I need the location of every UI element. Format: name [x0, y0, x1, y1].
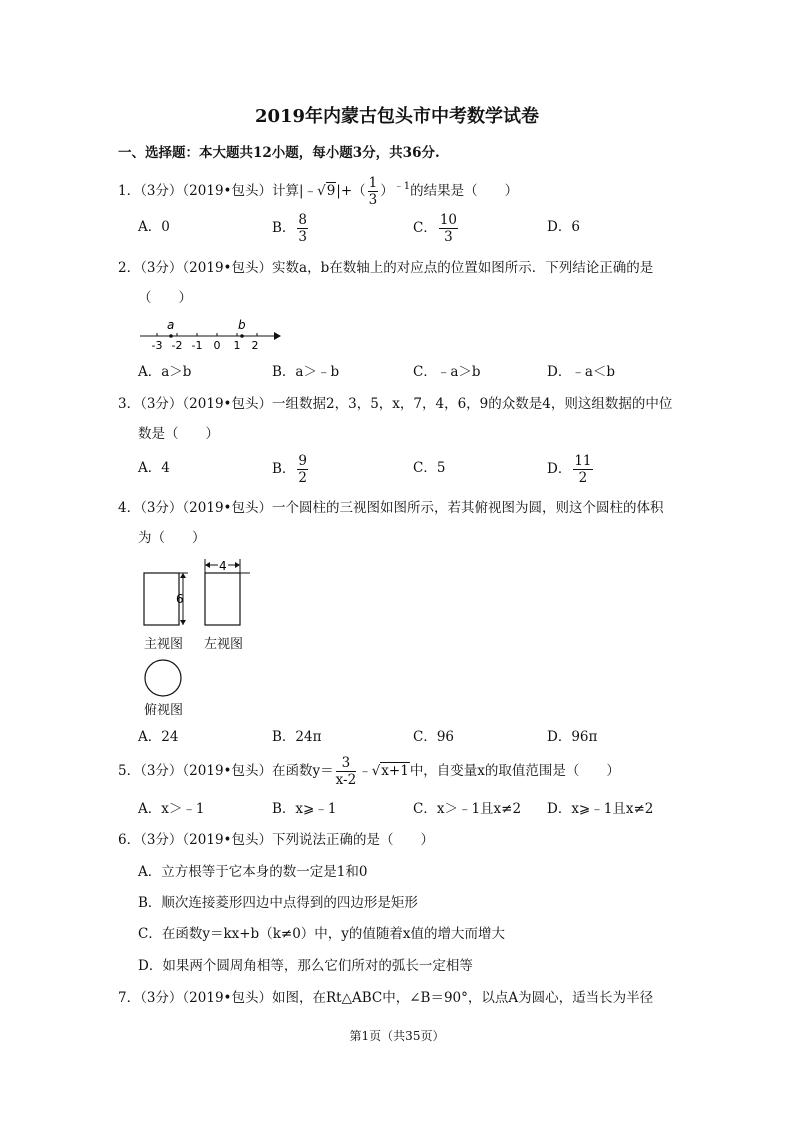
- number-line-figure: [138, 316, 288, 354]
- question-text: 的结果是（ ）: [410, 183, 519, 199]
- point-b-dot: [240, 334, 244, 338]
- left-view-label: 左视图: [204, 637, 244, 652]
- fraction: [368, 176, 379, 207]
- svg-text:1: 1: [233, 339, 241, 352]
- option-a: A．x＞﹣1: [138, 801, 205, 817]
- sqrt-radicand: 9: [326, 183, 336, 199]
- option-b: B． $\frac{8}{3}$: [272, 212, 308, 246]
- option-d: D．x⩾﹣1且x≠2: [547, 801, 654, 817]
- option-d: D．﹣a＜b: [547, 364, 616, 380]
- option-d: D．96π: [547, 729, 598, 745]
- svg-text:0: 0: [213, 339, 221, 352]
- width-label: 4: [219, 559, 227, 573]
- option-b: B．顺次连接菱形四边中点得到的四边形是矩形: [138, 895, 418, 911]
- axis-tick-labels: [152, 339, 259, 352]
- question-text: ）: [380, 183, 394, 199]
- svg-text:-1: -1: [191, 339, 203, 352]
- option-d: D． $\frac{11}{2}$: [547, 453, 592, 487]
- exponent: ﹣1: [393, 181, 411, 192]
- left-view-rect: [205, 573, 240, 625]
- svg-text:-2: -2: [171, 339, 183, 352]
- question-5: 5．（3分）（2019•包头）在函数y＝ $\frac{3}{x-2}$ ﹣√x+1中，自变量x的取值范围是（ ）: [118, 755, 620, 789]
- option-a: A．24: [138, 729, 179, 745]
- svg-text:-3: -3: [151, 339, 163, 352]
- question-2: 2．（3分）（2019•包头）实数a，b在数轴上的对应点的位置如图所示．下列结论正确的是: [118, 260, 654, 276]
- point-a-label: a: [167, 318, 175, 332]
- fraction-numerator: 1: [368, 174, 378, 191]
- question-text: |+（: [336, 183, 366, 199]
- option-b: B．24π: [272, 729, 322, 745]
- question-4: 4．（3分）（2019•包头）一个圆柱的三视图如图所示，若其俯视图为圆，则这个圆柱的体积: [118, 500, 664, 516]
- option-d: D．6: [547, 219, 580, 235]
- front-view-rect: [144, 573, 179, 625]
- question-text: 计算|﹣: [272, 183, 318, 199]
- question-2-blank: （ ）: [138, 290, 192, 306]
- question-6: 6．（3分）（2019•包头）下列说法正确的是（ ）: [118, 832, 435, 848]
- option-a: A．4: [138, 460, 170, 476]
- option-c: C．x＞﹣1且x≠2: [413, 801, 522, 817]
- option-a: A．a＞b: [138, 364, 192, 380]
- option-b: B． $\frac{9}{2}$: [272, 453, 308, 487]
- top-view-circle: [145, 660, 181, 696]
- page-title: 2019年内蒙古包头市中考数学试卷: [254, 106, 540, 127]
- option-c: C．在函数y＝kx+b（k≠0）中，y的值随着x值的增大而增大: [138, 926, 506, 942]
- three-view-figure: [138, 555, 258, 718]
- question-number: 1．: [118, 183, 141, 199]
- option-c: C．96: [413, 729, 455, 745]
- question-7: 7．（3分）（2019•包头）如图，在Rt△ABC中，∠B＝90°，以点A为圆心，适当长为半径: [118, 990, 654, 1006]
- top-view-label: 俯视图: [144, 703, 184, 718]
- option-a: A．0: [138, 219, 170, 235]
- option-c: C． $\frac{10}{3}$: [413, 212, 458, 246]
- number-line-arrow: [274, 332, 281, 340]
- point-b-label: b: [238, 318, 246, 332]
- question-1: 1．（3分）（2019•包头）计算|﹣√9|+（ $\frac{1}{3}$ ）$^{﹣1}$的结果是（ ）: [118, 174, 519, 208]
- point-a-dot: [169, 334, 173, 338]
- section-heading: 一、选择题：本大题共12小题，每小题3分，共36分.: [118, 145, 440, 161]
- page-footer: 第1页（共35页）: [349, 1029, 445, 1043]
- question-source: （3分）（2019•包头）: [140, 183, 273, 199]
- sqrt-radicand: x+1: [381, 763, 409, 780]
- option-b: B．a＞﹣b: [272, 364, 340, 380]
- fraction-denominator: 3: [368, 192, 378, 208]
- svg-text:2: 2: [251, 339, 259, 352]
- option-a: A．立方根等于它本身的数一定是1和0: [138, 864, 368, 880]
- question-3-cont: 数是（ ）: [138, 426, 219, 442]
- question-4-cont: 为（ ）: [138, 530, 206, 546]
- option-b: B．x⩾﹣1: [272, 801, 337, 817]
- option-c: C．﹣a＞b: [413, 364, 481, 380]
- option-c: C．5: [413, 460, 446, 476]
- option-d: D．如果两个圆周角相等，那么它们所对的弧长一定相等: [138, 958, 473, 974]
- front-view-label: 主视图: [144, 637, 184, 652]
- question-3: 3．（3分）（2019•包头）一组数据2，3，5，x，7，4，6，9的众数是4，则这组数据的中位: [118, 396, 673, 412]
- height-label: 6: [176, 592, 184, 606]
